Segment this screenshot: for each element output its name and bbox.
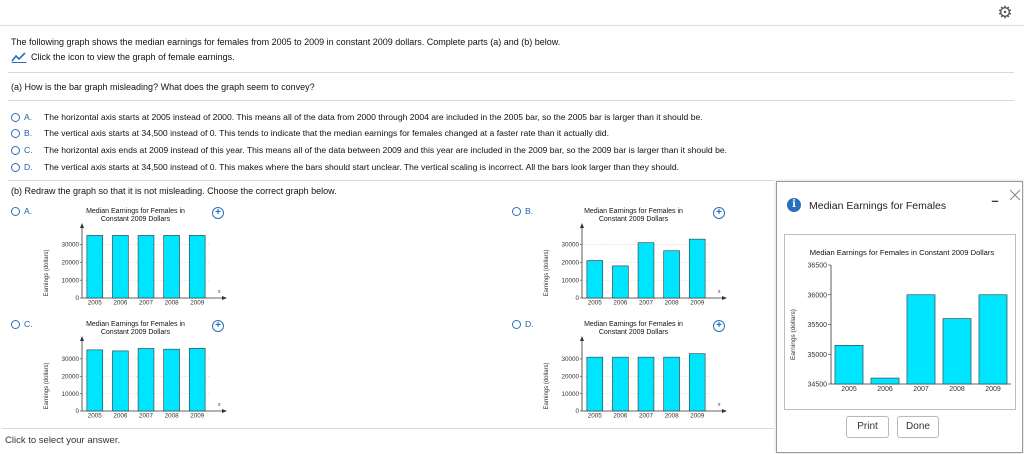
graph-option-a[interactable] — [11, 206, 32, 216]
option-letter: B. — [525, 206, 534, 216]
x-axis-arrow — [222, 296, 227, 300]
y-tick-label: 35500 — [807, 322, 827, 329]
divider — [2, 428, 774, 429]
part-b-question: (b) Redraw the graph so that it is not misleading. Choose the correct graph below. — [11, 186, 337, 196]
x-tick-label: 2008 — [664, 412, 679, 420]
x-tick-label: 2008 — [949, 386, 965, 393]
print-button[interactable]: Print — [846, 416, 889, 438]
radio-button[interactable] — [512, 207, 521, 216]
x-tick-label: 2005 — [841, 386, 857, 393]
x-tick-label: 2006 — [113, 299, 128, 307]
option-letter: C. — [24, 319, 33, 329]
y-tick-label: 36500 — [807, 262, 827, 270]
y-tick-label: 20000 — [561, 259, 579, 267]
info-icon: i — [787, 198, 801, 212]
gear-icon[interactable]: ⚙ — [997, 3, 1013, 22]
bar — [189, 348, 205, 411]
y-tick-label: 0 — [75, 408, 79, 416]
x-axis-label: x — [218, 402, 221, 408]
radio-button[interactable] — [512, 320, 521, 329]
x-tick-label: 2007 — [913, 386, 929, 393]
chart-title-line1: Median Earnings for Females in — [86, 208, 185, 215]
zoom-in-icon[interactable]: + — [713, 207, 725, 219]
y-tick-label: 0 — [575, 295, 579, 303]
option-text[interactable]: The vertical axis starts at 34,500 instead of 0. This makes where the bars should start unclear. The vertical scaling is incorrect. All the bars look larger than they should. — [44, 162, 679, 172]
bar — [87, 235, 103, 298]
line-graph-icon[interactable] — [11, 51, 27, 63]
bar — [835, 345, 863, 384]
bar — [189, 235, 205, 298]
x-axis-arrow — [722, 296, 727, 300]
option-text[interactable]: The vertical axis starts at 34,500 instead of 0. This tends to indicate that the median earnings for females changed at a faster rate than it actually did. — [44, 128, 609, 138]
y-tick-label: 10000 — [561, 277, 579, 285]
bar — [638, 243, 654, 298]
y-tick-label: 36000 — [807, 292, 827, 300]
y-tick-label: 35000 — [807, 351, 827, 359]
y-tick-label: 30000 — [561, 241, 579, 249]
bar — [112, 235, 128, 298]
y-tick-label: 20000 — [61, 259, 79, 267]
y-axis-label: Earnings (dollars) — [544, 249, 550, 297]
graph-popup-window[interactable] — [776, 181, 1023, 453]
y-tick-label: 0 — [575, 408, 579, 416]
x-tick-label: 2006 — [877, 386, 893, 393]
y-axis-label: Earnings (dollars) — [544, 362, 550, 410]
bar — [638, 357, 654, 411]
bar — [871, 378, 899, 384]
bar — [979, 295, 1007, 384]
bar — [943, 319, 971, 384]
bar — [907, 295, 935, 384]
x-tick-label: 2007 — [138, 299, 154, 307]
graph-option-d[interactable] — [512, 319, 534, 329]
option-letter: A. — [24, 112, 33, 122]
y-tick-label: 20000 — [561, 373, 579, 381]
y-axis-arrow — [580, 336, 584, 341]
popup-bar-chart — [785, 235, 1015, 409]
bar — [664, 357, 680, 411]
y-tick-label: 10000 — [61, 277, 79, 285]
bar — [612, 266, 628, 298]
option-letter: D. — [24, 162, 33, 172]
radio-button[interactable] — [11, 207, 20, 216]
bar-chart-c — [38, 335, 238, 423]
zoom-in-icon[interactable]: + — [713, 320, 725, 332]
option-letter: D. — [525, 319, 534, 329]
chart-title-line2: Constant 2009 Dollars — [100, 329, 171, 336]
popup-chart-title: Median Earnings for Females in Constant 2009 Dollars — [809, 248, 995, 257]
x-tick-label: 2007 — [638, 412, 654, 420]
x-tick-label: 2007 — [138, 412, 154, 420]
y-tick-label: 0 — [75, 295, 79, 303]
bar — [664, 251, 680, 298]
x-axis-label: x — [218, 289, 221, 295]
zoom-in-icon[interactable]: + — [212, 320, 224, 332]
y-axis-arrow — [80, 336, 84, 341]
option-text[interactable]: The horizontal axis starts at 2005 instead of 2000. This means all of the data from 2000 through 2004 are included in the 2005 bar, so the 2005 bar is larger than it should be. — [44, 112, 703, 122]
y-axis-label: Earnings (dollars) — [790, 309, 797, 360]
graph-link[interactable] — [11, 51, 235, 63]
chart-title-line1: Median Earnings for Females in — [584, 321, 683, 328]
y-axis-label: Earnings (dollars) — [44, 362, 50, 410]
x-tick-label: 2005 — [87, 412, 102, 420]
y-tick-label: 30000 — [61, 356, 79, 364]
option-letter: B. — [24, 128, 33, 138]
option-c[interactable] — [11, 145, 727, 155]
zoom-in-icon[interactable]: + — [212, 207, 224, 219]
bar — [612, 357, 628, 411]
radio-button[interactable] — [11, 113, 20, 122]
x-tick-label: 2005 — [587, 299, 602, 307]
done-button[interactable]: Done — [897, 416, 939, 438]
option-letter: A. — [24, 206, 33, 216]
x-tick-label: 2009 — [190, 299, 205, 307]
x-axis-label: x — [718, 402, 721, 408]
part-a-question: (a) How is the bar graph misleading? What does the graph seem to convey? — [11, 82, 315, 92]
bar — [138, 235, 154, 298]
y-tick-label: 10000 — [61, 390, 79, 398]
radio-button[interactable] — [11, 129, 20, 138]
intro-text: The following graph shows the median earnings for females from 2005 to 2009 in constant 2009 dollars. Complete parts (a) and (b) below. — [11, 37, 561, 47]
bar — [689, 239, 705, 298]
x-tick-label: 2005 — [587, 412, 602, 420]
top-toolbar — [0, 0, 1024, 26]
x-tick-label: 2008 — [164, 412, 179, 420]
option-b[interactable] — [11, 128, 609, 138]
x-tick-label: 2008 — [164, 299, 179, 307]
option-text[interactable]: The horizontal axis ends at 2009 instead of this year. This means all of the data between 2009 and this year are included in the 2009 bar, so the 2009 bar is larger than it should be. — [44, 145, 728, 155]
minimize-icon[interactable]: – — [991, 193, 999, 208]
footer-hint: Click to select your answer. — [5, 435, 121, 446]
y-axis-arrow — [80, 223, 84, 228]
bar — [164, 235, 180, 298]
chart-title-line2: Constant 2009 Dollars — [598, 216, 669, 223]
popup-chart-frame — [784, 234, 1016, 410]
y-axis-arrow — [580, 223, 584, 228]
x-tick-label: 2009 — [690, 412, 705, 420]
y-tick-label: 20000 — [61, 373, 79, 381]
x-axis-label: x — [718, 289, 721, 295]
divider — [8, 72, 1014, 73]
bar — [689, 354, 705, 411]
graph-option-c[interactable] — [11, 319, 33, 329]
chart-title-line2: Constant 2009 Dollars — [598, 329, 669, 336]
close-icon[interactable] — [1008, 188, 1022, 202]
x-axis-arrow — [722, 409, 727, 413]
bar — [112, 351, 128, 411]
graph-option-b[interactable] — [512, 206, 533, 216]
bar — [587, 357, 603, 411]
graph-link-text[interactable]: Click the icon to view the graph of female earnings. — [31, 52, 235, 62]
popup-title: Median Earnings for Females — [809, 200, 947, 212]
y-tick-label: 10000 — [561, 390, 579, 398]
x-tick-label: 2008 — [664, 299, 679, 307]
option-d[interactable] — [11, 162, 679, 172]
y-tick-label: 30000 — [61, 241, 79, 249]
x-tick-label: 2005 — [87, 299, 102, 307]
bar — [87, 350, 103, 411]
x-tick-label: 2009 — [690, 299, 705, 307]
option-a[interactable] — [11, 112, 703, 122]
x-tick-label: 2006 — [113, 412, 128, 420]
radio-button[interactable] — [11, 163, 20, 172]
bar-chart-b — [538, 222, 738, 310]
radio-button[interactable] — [11, 320, 20, 329]
option-letter: C. — [24, 145, 33, 155]
bar — [587, 261, 603, 298]
x-tick-label: 2009 — [190, 412, 205, 420]
bar-chart-a — [38, 222, 238, 310]
chart-title-line1: Median Earnings for Females in — [86, 321, 185, 328]
y-tick-label: 34500 — [807, 381, 827, 389]
x-tick-label: 2006 — [613, 299, 628, 307]
chart-title-line2: Constant 2009 Dollars — [100, 216, 171, 223]
x-axis-arrow — [222, 409, 227, 413]
bar — [138, 348, 154, 411]
x-tick-label: 2009 — [985, 386, 1001, 393]
divider — [8, 180, 774, 181]
bar-chart-d — [538, 335, 738, 423]
x-tick-label: 2006 — [613, 412, 628, 420]
x-tick-label: 2007 — [638, 299, 654, 307]
divider — [8, 100, 1014, 101]
radio-button[interactable] — [11, 146, 20, 155]
popup-header — [777, 182, 1022, 222]
y-axis-label: Earnings (dollars) — [44, 249, 50, 297]
chart-title-line1: Median Earnings for Females in — [584, 208, 683, 215]
y-tick-label: 30000 — [561, 356, 579, 364]
bar — [164, 349, 180, 411]
